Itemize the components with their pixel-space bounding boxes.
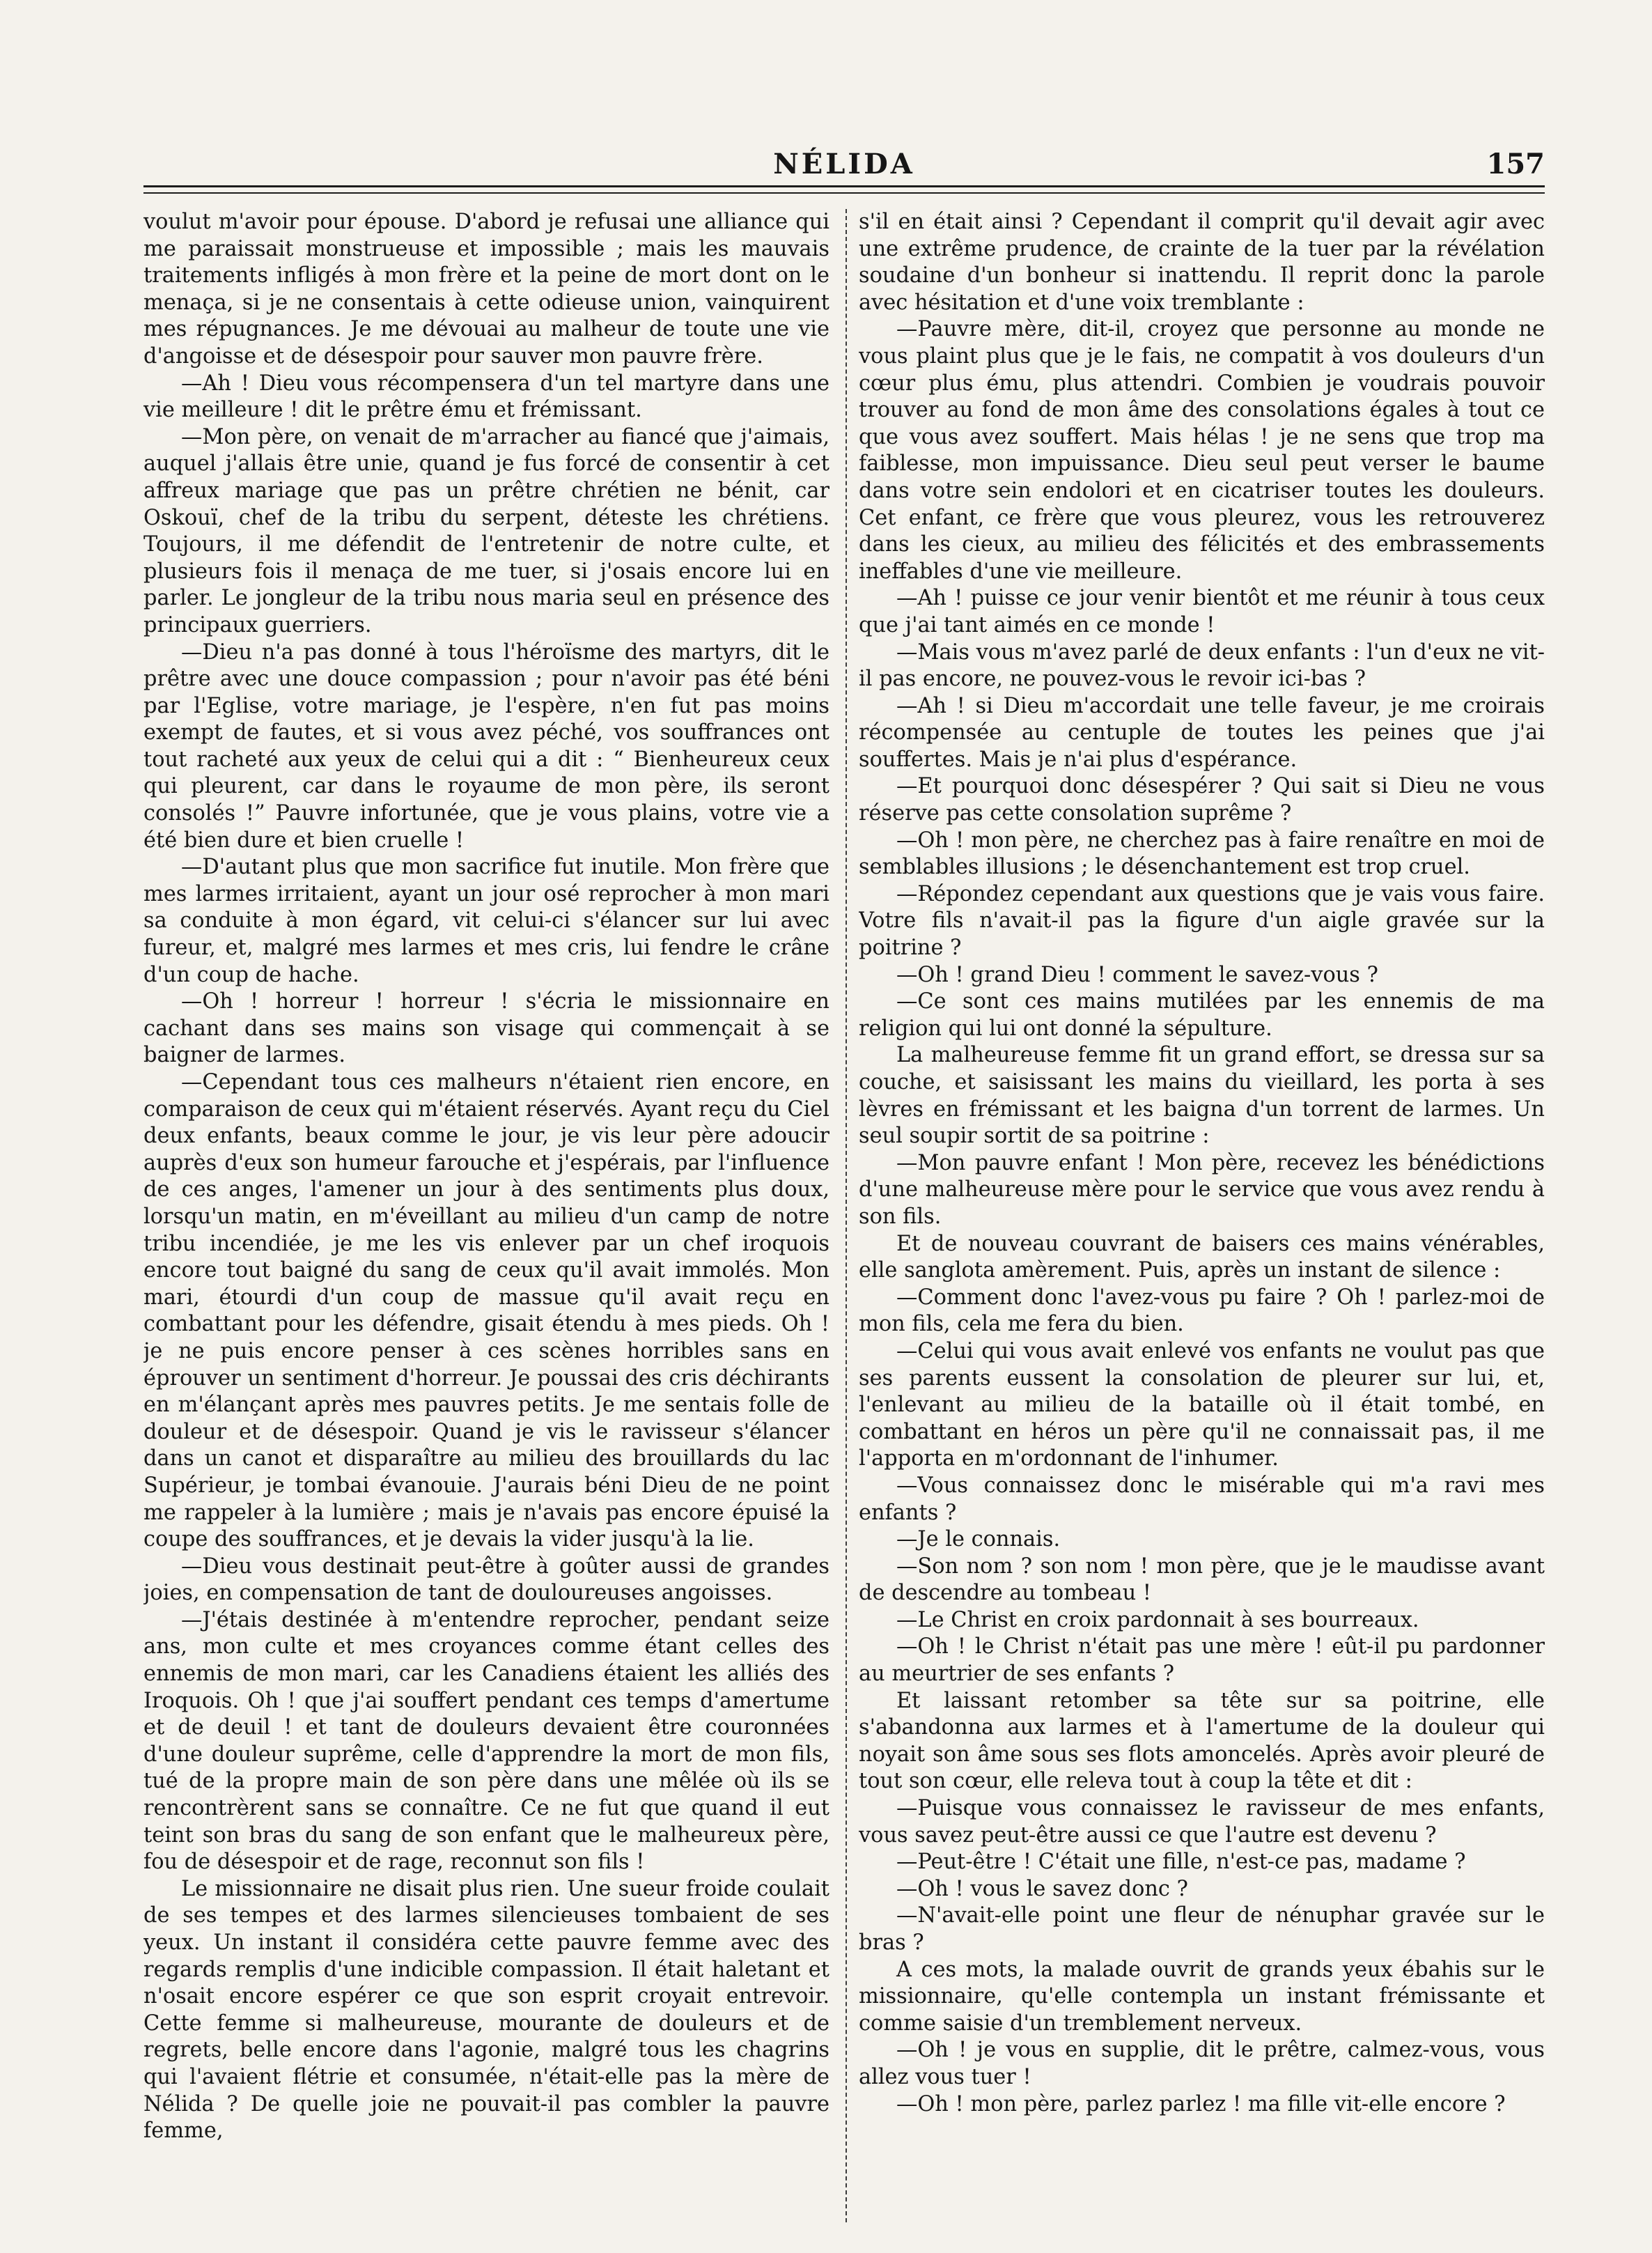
header-rule <box>143 185 1545 187</box>
paragraph: —D'autant plus que mon sacrifice fut inutile. Mon frère que mes larmes irritaient, ayant un jour osé reprocher à mon mari sa conduite à mon égard, vit celui-ci s'élancer sur lui avec fureur, et, malgré mes larmes et mes cris, lui fendre le crâne d'un coup de hache. <box>143 855 829 987</box>
paragraph: voulut m'avoir pour épouse. D'abord je refusai une alliance qui me paraissait monstrueuse et impossible ; mais les mauvais traitements infligés à mon frère et la peine de mort dont on le menaça, si je ne consentais à cette odieuse union, vainquirent mes répugnances. Je me dévouai au malheur de toute une vie d'angoisse et de désespoir pour sauver mon pauvre frère. <box>143 210 829 369</box>
paragraph: —Oh ! le Christ n'était pas une mère ! eût-il pu pardonner au meurtrier de ses enfants ? <box>859 1634 1545 1687</box>
paragraph: —Dieu n'a pas donné à tous l'héroïsme des martyrs, dit le prêtre avec une douce compassion ; pour n'avoir pas été béni par l'Eglise, votre mariage, je l'espère, n'en fut pas moins exempt de fautes, et si vous avez péché, vos souffrances ont tout racheté aux yeux de celui qui a dit : “ Bienheureux ceux qui pleurent, car dans le royaume de mon père, ils seront consolés !” Pauvre infortunée, que je vous plains, votre vie a été bien dure et bien cruelle ! <box>143 640 829 853</box>
paragraph: —Comment donc l'avez-vous pu faire ? Oh ! parlez-moi de mon fils, cela me fera du bien. <box>859 1285 1545 1337</box>
paragraph: —Oh ! vous le savez donc ? <box>896 1876 1188 1901</box>
paragraph: —Oh ! mon père, ne cherchez pas à faire renaître en moi de semblables illusions ; le désenchantement est trop cruel. <box>859 828 1545 880</box>
header-rule <box>143 192 1545 194</box>
paragraph: —Le Christ en croix pardonnait à ses bourreaux. <box>896 1607 1419 1632</box>
running-header <box>143 148 1545 189</box>
paragraph: —Ah ! Dieu vous récompensera d'un tel martyre dans une vie meilleure ! dit le prêtre ému et frémissant. <box>143 371 829 423</box>
paragraph: —N'avait-elle point une fleur de nénuphar gravée sur le bras ? <box>859 1903 1545 1955</box>
paragraph: —Dieu vous destinait peut-être à goûter aussi de grandes joies, en compensation de tant de douloureuses angoisses. <box>143 1554 829 1606</box>
paragraph: La malheureuse femme fit un grand effort, se dressa sur sa couche, et saisissant les mains du vieillard, les porta à ses lèvres en frémissant et les baigna d'un torrent de larmes. Un seul soupir sortit de sa poitrine : <box>859 1043 1545 1149</box>
paragraph: —Oh ! grand Dieu ! comment le savez-vous ? <box>896 962 1378 987</box>
paragraph: —J'étais destinée à m'entendre reprocher, pendant seize ans, mon culte et mes croyances comme étant celles des ennemis de mon mari, car les Canadiens étaient les alliés des Iroquois. Oh ! que j'ai souffert pendant ces temps d'amertume et de deuil ! et tant de douleurs devaient être couronnées d'une douleur suprême, celle d'apprendre la mort de mon fils, tué de la propre main de son père dans une mêlée où ils se rencontrèrent sans se connaître. Ce ne fut que quand il eut teint son bras du sang de son enfant que le malheureux père, fou de désespoir et de rage, reconnut son fils ! <box>143 1607 829 1875</box>
paragraph: —Et pourquoi donc désespérer ? Qui sait si Dieu ne vous réserve pas cette consolation suprême ? <box>859 774 1545 826</box>
paragraph: —Puisque vous connaissez le ravisseur de mes enfants, vous savez peut-être aussi ce que l'autre est devenu ? <box>859 1796 1545 1848</box>
paragraph: Et de nouveau couvrant de baisers ces mains vénérables, elle sanglota amèrement. Puis, après un instant de silence : <box>859 1231 1545 1283</box>
column-divider <box>846 209 847 2222</box>
paragraph: —Oh ! horreur ! horreur ! s'écria le missionnaire en cachant dans ses mains son visage qui commençait à se baigner de larmes. <box>143 989 829 1068</box>
paragraph: —Son nom ? son nom ! mon père, que je le maudisse avant de descendre au tombeau ! <box>859 1554 1545 1606</box>
paragraph: —Cependant tous ces malheurs n'étaient rien encore, en comparaison de ceux qui m'étaient réservés. Ayant reçu du Ciel deux enfants, beaux comme le jour, je vis leur père adoucir auprès d'eux son humeur farouche et j'espérais, par l'influence de ces anges, l'amener un jour à des sentiments plus doux, lorsqu'un matin, en m'éveillant au milieu d'un camp de notre tribu incendiée, je me les vis enlever par un chef iroquois encore tout baigné du sang de ceux qu'il avait immolés. Mon mari, étourdi d'un coup de massue qu'il avait reçu en combattant pour les défendre, gisait étendu à mes pieds. Oh ! je ne puis encore penser à ces scènes horribles sans en éprouver un sentiment d'horreur. Je poussai des cris déchirants en m'élançant après mes pauvres petits. Je me sentais folle de douleur et de désespoir. Quand je vis le ravisseur s'élancer dans un canot et disparaître au milieu des brouillards du lac Supérieur, je tombai évanouie. J'aurais béni Dieu de ne point me rappeler à la lumière ; mais je n'avais pas encore épuisé la coupe des souffrances, et je devais la vider jusqu'à la lie. <box>143 1070 829 1552</box>
paragraph: —Mon pauvre enfant ! Mon père, recevez les bénédictions d'une malheureuse mère pour le service que vous avez rendu à son fils. <box>859 1150 1545 1229</box>
paragraph: Et laissant retomber sa tête sur sa poitrine, elle s'abandonna aux larmes et à l'amertume de la douleur qui noyait son âme sous ses flots amoncelés. Après avoir pleuré de tout son cœur, elle releva tout à coup la tête et dit : <box>859 1688 1545 1794</box>
paragraph: —Ah ! si Dieu m'accordait une telle faveur, je me croirais récompensée au centuple de toutes les peines que j'ai souffertes. Mais je n'ai plus d'espérance. <box>859 693 1545 772</box>
paragraph: —Mon père, on venait de m'arracher au fiancé que j'aimais, auquel j'allais être unie, quand je fus forcé de consentir à cet affreux mariage que pas un prêtre chrétien ne bénit, car Oskouï, chef de la tribu du serpent, déteste les chrétiens. Toujours, il me défendit de l'entretenir de notre culte, et plusieurs fois il menaça de me tuer, si j'osais encore lui en parler. Le jongleur de la tribu nous maria seul en présence des principaux guerriers. <box>143 424 829 637</box>
paragraph: Le missionnaire ne disait plus rien. Une sueur froide coulait de ses tempes et des larmes silencieuses tombaient de ses yeux. Un instant il considéra cette pauvre femme avec des regards remplis d'une indicible compassion. Il était haletant et n'osait encore espérer ce que son esprit croyait entrevoir. Cette femme si malheureuse, mourante de douleurs et de regrets, belle encore dans l'agonie, malgré tous les chagrins qui l'avaient flétrie et consumée, n'était-elle pas la mère de Nélida ? De quelle joie ne pouvait-il pas combler la pauvre femme, <box>143 1876 829 2144</box>
paragraph: —Oh ! je vous en supplie, dit le prêtre, calmez-vous, vous allez vous tuer ! <box>859 2038 1545 2089</box>
paragraph: —Peut-être ! C'était une fille, n'est-ce pas, madame ? <box>896 1850 1466 1875</box>
paragraph: —Mais vous m'avez parlé de deux enfants : l'un d'eux ne vit-il pas encore, ne pouvez-vous le revoir ici-bas ? <box>859 640 1545 692</box>
page-number: 157 <box>1486 148 1545 180</box>
left-column <box>143 209 829 2229</box>
paragraph: —Ah ! puisse ce jour venir bientôt et me réunir à tous ceux que j'ai tant aimés en ce monde ! <box>859 586 1545 637</box>
paragraph: —Oh ! mon père, parlez parlez ! ma fille vit-elle encore ? <box>896 2091 1506 2116</box>
paragraph: —Pauvre mère, dit-il, croyez que personne au monde ne vous plaint plus que je le fais, ne compatit à vos douleurs d'un cœur plus ému, plus attendri. Combien je voudrais pouvoir trouver au fond de mon âme des consolations égales à tout ce que vous avez souffert. Mais hélas ! je ne sens que trop ma faiblesse, mon impuissance. Dieu seul peut verser le baume dans votre sein endolori et en cicatriser toutes les douleurs. Cet enfant, ce frère que vous pleurez, vous les retrouverez dans les cieux, au milieu des félicités et des embrassements ineffables d'une vie meilleure. <box>859 317 1545 584</box>
paragraph: —Ce sont ces mains mutilées par les ennemis de ma religion qui lui ont donné la sépulture. <box>859 989 1545 1041</box>
right-column <box>859 209 1545 2229</box>
paragraph: —Je le connais. <box>896 1527 1061 1552</box>
paragraph: —Celui qui vous avait enlevé vos enfants ne voulut pas que ses parents eussent la consolation de pleurer sur lui, et, l'enlevant au milieu de la bataille où il était tombé, en combattant en héros un père qu'il ne connaissait pas, il me l'apporta en m'ordonnant de l'inhumer. <box>859 1338 1545 1471</box>
paragraph: —Vous connaissez donc le misérable qui m'a ravi mes enfants ? <box>859 1473 1545 1525</box>
running-title: NÉLIDA <box>773 148 915 180</box>
paragraph: A ces mots, la malade ouvrit de grands yeux ébahis sur le missionnaire, qu'elle contempla un instant frémissante et comme saisie d'un tremblement nerveux. <box>859 1957 1545 2036</box>
paragraph: —Répondez cependant aux questions que je vais vous faire. Votre fils n'avait-il pas la figure d'un aigle gravée sur la poitrine ? <box>859 881 1545 961</box>
paragraph: s'il en était ainsi ? Cependant il comprit qu'il devait agir avec une extrême prudence, de crainte de la tuer par la révélation soudaine d'un bonheur si inattendu. Il reprit donc la parole avec hésitation et d'une voix tremblante : <box>859 210 1545 315</box>
